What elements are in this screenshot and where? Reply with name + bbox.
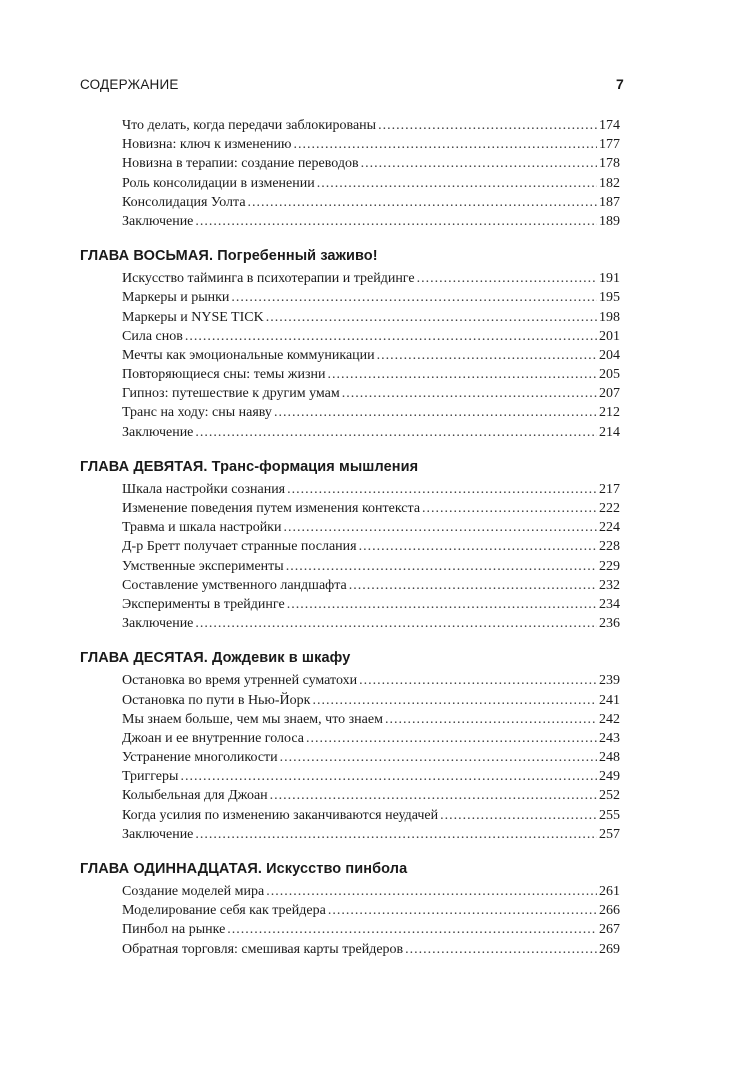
toc-entry [122, 748, 620, 767]
toc-entry-page: 214 [599, 424, 620, 440]
toc-entry-page: 191 [599, 271, 620, 287]
toc-entry-title: Остановка во время утренней суматохи [122, 673, 358, 689]
toc-entry [122, 384, 620, 403]
toc-entry-page: 217 [599, 481, 620, 497]
toc-entry-page: 252 [599, 788, 620, 804]
toc-entry-page: 187 [599, 194, 620, 210]
toc-entry [122, 308, 620, 327]
toc-entry [122, 595, 620, 614]
toc-entry [122, 269, 620, 288]
toc-entry-title: Новизна: ключ к изменению [122, 137, 292, 153]
toc-entry [122, 499, 620, 518]
chapter-title: ГЛАВА ВОСЬМАЯ. Погребенный заживо! [80, 248, 378, 265]
dot-leader [328, 901, 597, 920]
chapter-title: ГЛАВА ОДИННАДЦАТАЯ. Искусство пинбола [80, 861, 408, 877]
toc-entry-title: Транс на ходу: сны наяву [122, 405, 272, 421]
toc-entry [122, 576, 620, 595]
toc-entry-title: Мечты как эмоциональные коммуникации [122, 347, 375, 363]
toc-entry [122, 154, 620, 173]
toc-entry-page: 242 [599, 711, 620, 727]
toc-entry [122, 212, 620, 231]
dot-leader [306, 729, 597, 748]
toc-entry-title: Мы знаем больше, чем мы знаем, что знаем [122, 711, 383, 727]
toc-entry-title: Заключение [122, 826, 194, 842]
toc-entry-title: Заключение [122, 616, 194, 632]
dot-leader [266, 308, 597, 327]
toc-entry-title: Новизна в терапии: создание переводов [122, 156, 359, 172]
toc-entry-title: Эксперименты в трейдинге [122, 596, 285, 612]
toc-entry-page: 207 [599, 386, 620, 402]
toc-entry [122, 288, 620, 307]
toc-entry-page: 195 [599, 290, 620, 306]
toc-entry-title: Колыбельная для Джоан [122, 788, 268, 804]
toc-entry [122, 193, 620, 212]
toc-section [80, 645, 624, 844]
toc-entry-title: Устранение многоликости [122, 750, 278, 766]
toc-entry [122, 403, 620, 422]
dot-leader [195, 825, 597, 844]
dot-leader [287, 480, 597, 499]
toc-entry-title: Заключение [122, 424, 194, 440]
toc-entry [122, 710, 620, 729]
dot-leader [248, 193, 597, 212]
chapter-title: ГЛАВА ДЕВЯТАЯ. Транс-формация мышления [80, 458, 419, 475]
dot-leader [280, 748, 597, 767]
toc-entry-title: Моделирование себя как трейдера [122, 903, 326, 919]
chapter-title: ГЛАВА ДЕСЯТАЯ. Дождевик в шкафу [80, 650, 351, 667]
dot-leader [440, 806, 597, 825]
dot-leader [405, 940, 597, 959]
running-header-title: СОДЕРЖАНИЕ [80, 77, 179, 92]
toc-entry-page: 174 [599, 118, 620, 133]
toc-entry [122, 537, 620, 556]
dot-leader [180, 767, 597, 786]
toc-section [80, 116, 624, 231]
toc-entry-page: 248 [599, 750, 620, 766]
toc-entry [122, 882, 620, 901]
toc-entry [122, 480, 620, 499]
toc-entry-page: 229 [599, 558, 620, 574]
dot-leader [270, 786, 597, 805]
toc-entry [122, 135, 620, 154]
dot-leader [317, 174, 597, 193]
toc-entry-page: 241 [599, 692, 620, 708]
toc-entry-page: 239 [599, 673, 620, 689]
toc-entry-page: 205 [599, 367, 620, 383]
dot-leader [377, 346, 597, 365]
dot-leader [349, 576, 597, 595]
toc-entry [122, 614, 620, 633]
toc-entry [122, 174, 620, 193]
dot-leader [266, 882, 597, 901]
toc-entry [122, 729, 620, 748]
table-of-contents [80, 116, 624, 971]
toc-entry-title: Джоан и ее внутренние голоса [122, 730, 304, 746]
toc-entry-page: 261 [599, 884, 620, 899]
dot-leader [327, 365, 597, 384]
dot-leader [283, 518, 597, 537]
toc-entry-title: Умственные эксперименты [122, 558, 284, 574]
toc-entry [122, 920, 620, 939]
toc-entry-page: 177 [599, 137, 620, 153]
dot-leader [195, 212, 597, 231]
toc-entry-title: Что делать, когда передачи заблокированы [122, 118, 377, 133]
toc-entry-title: Сила снов [122, 328, 183, 344]
toc-entry [122, 116, 620, 135]
toc-entry-title: Составление умственного ландшафта [122, 577, 347, 593]
toc-section [80, 856, 624, 959]
dot-leader [274, 403, 597, 422]
toc-entry [122, 786, 620, 805]
toc-entry-page: 269 [599, 941, 620, 957]
toc-entry-page: 182 [599, 175, 620, 191]
toc-entry-title: Триггеры [122, 769, 179, 785]
toc-entry-title: Д-р Бретт получает странные послания [122, 539, 357, 555]
running-header [80, 76, 624, 98]
toc-entry [122, 327, 620, 346]
toc-entry-title: Маркеры и NYSE TICK [122, 309, 264, 325]
toc-entry-title: Травма и шкала настройки [122, 520, 282, 536]
toc-entry-page: 249 [599, 769, 620, 785]
toc-entry-page: 255 [599, 807, 620, 823]
toc-entry [122, 691, 620, 710]
dot-leader [385, 710, 597, 729]
toc-entry [122, 806, 620, 825]
toc-entry-page: 224 [599, 520, 620, 536]
toc-entry-title: Консолидация Уолта [122, 194, 246, 210]
dot-leader [227, 920, 597, 939]
toc-entry [122, 940, 620, 959]
toc-entry [122, 671, 620, 690]
toc-entry [122, 557, 620, 576]
toc-entry-title: Роль консолидации в изменении [122, 175, 315, 191]
dot-leader [195, 614, 597, 633]
toc-section [80, 454, 624, 634]
toc-entry [122, 423, 620, 442]
toc-entry [122, 518, 620, 537]
toc-entry-page: 228 [599, 539, 620, 555]
dot-leader [195, 423, 597, 442]
toc-entry-page: 201 [599, 328, 620, 344]
toc-entry-title: Гипноз: путешествие к другим умам [122, 386, 340, 402]
toc-entry [122, 346, 620, 365]
toc-entry-page: 234 [599, 596, 620, 612]
toc-entry-page: 266 [599, 903, 620, 919]
dot-leader [185, 327, 597, 346]
dot-leader [231, 288, 597, 307]
toc-section [80, 243, 624, 442]
toc-entry-title: Маркеры и рынки [122, 290, 230, 306]
toc-entry-title: Заключение [122, 213, 194, 229]
toc-entry [122, 901, 620, 920]
toc-entry-title: Искусство тайминга в психотерапии и трейдинге [122, 271, 415, 287]
dot-leader [361, 154, 597, 173]
dot-leader [422, 499, 597, 518]
page-number: 7 [616, 76, 624, 92]
dot-leader [359, 537, 597, 556]
toc-entry-page: 232 [599, 577, 620, 593]
dot-leader [378, 116, 597, 135]
toc-entry-title: Когда усилия по изменению заканчиваются неудачей [122, 807, 439, 823]
dot-leader [287, 595, 597, 614]
toc-entry-page: 222 [599, 501, 620, 516]
toc-entry-page: 204 [599, 347, 620, 363]
toc-entry-title: Создание моделей мира [122, 884, 265, 899]
dot-leader [312, 691, 597, 710]
dot-leader [286, 557, 597, 576]
toc-entry [122, 365, 620, 384]
toc-entry-page: 189 [599, 213, 620, 229]
dot-leader [342, 384, 597, 403]
toc-entry-page: 212 [599, 405, 620, 421]
toc-entry-page: 257 [599, 826, 620, 842]
toc-entry-page: 267 [599, 922, 620, 938]
toc-entry-title: Изменение поведения путем изменения контекста [122, 501, 421, 516]
toc-entry-page: 243 [599, 730, 620, 746]
dot-leader [359, 671, 597, 690]
dot-leader [293, 135, 597, 154]
toc-entry-page: 198 [599, 309, 620, 325]
toc-entry [122, 825, 620, 844]
toc-entry-page: 236 [599, 616, 620, 632]
toc-entry-title: Повторяющиеся сны: темы жизни [122, 367, 326, 383]
toc-entry-title: Остановка по пути в Нью-Йорк [122, 692, 311, 708]
toc-entry-title: Пинбол на рынке [122, 922, 226, 938]
toc-entry-page: 178 [599, 156, 620, 172]
toc-entry-title: Обратная торговля: смешивая карты трейдеров [122, 941, 404, 957]
dot-leader [417, 269, 597, 288]
toc-entry [122, 767, 620, 786]
toc-entry-title: Шкала настройки сознания [122, 481, 286, 497]
